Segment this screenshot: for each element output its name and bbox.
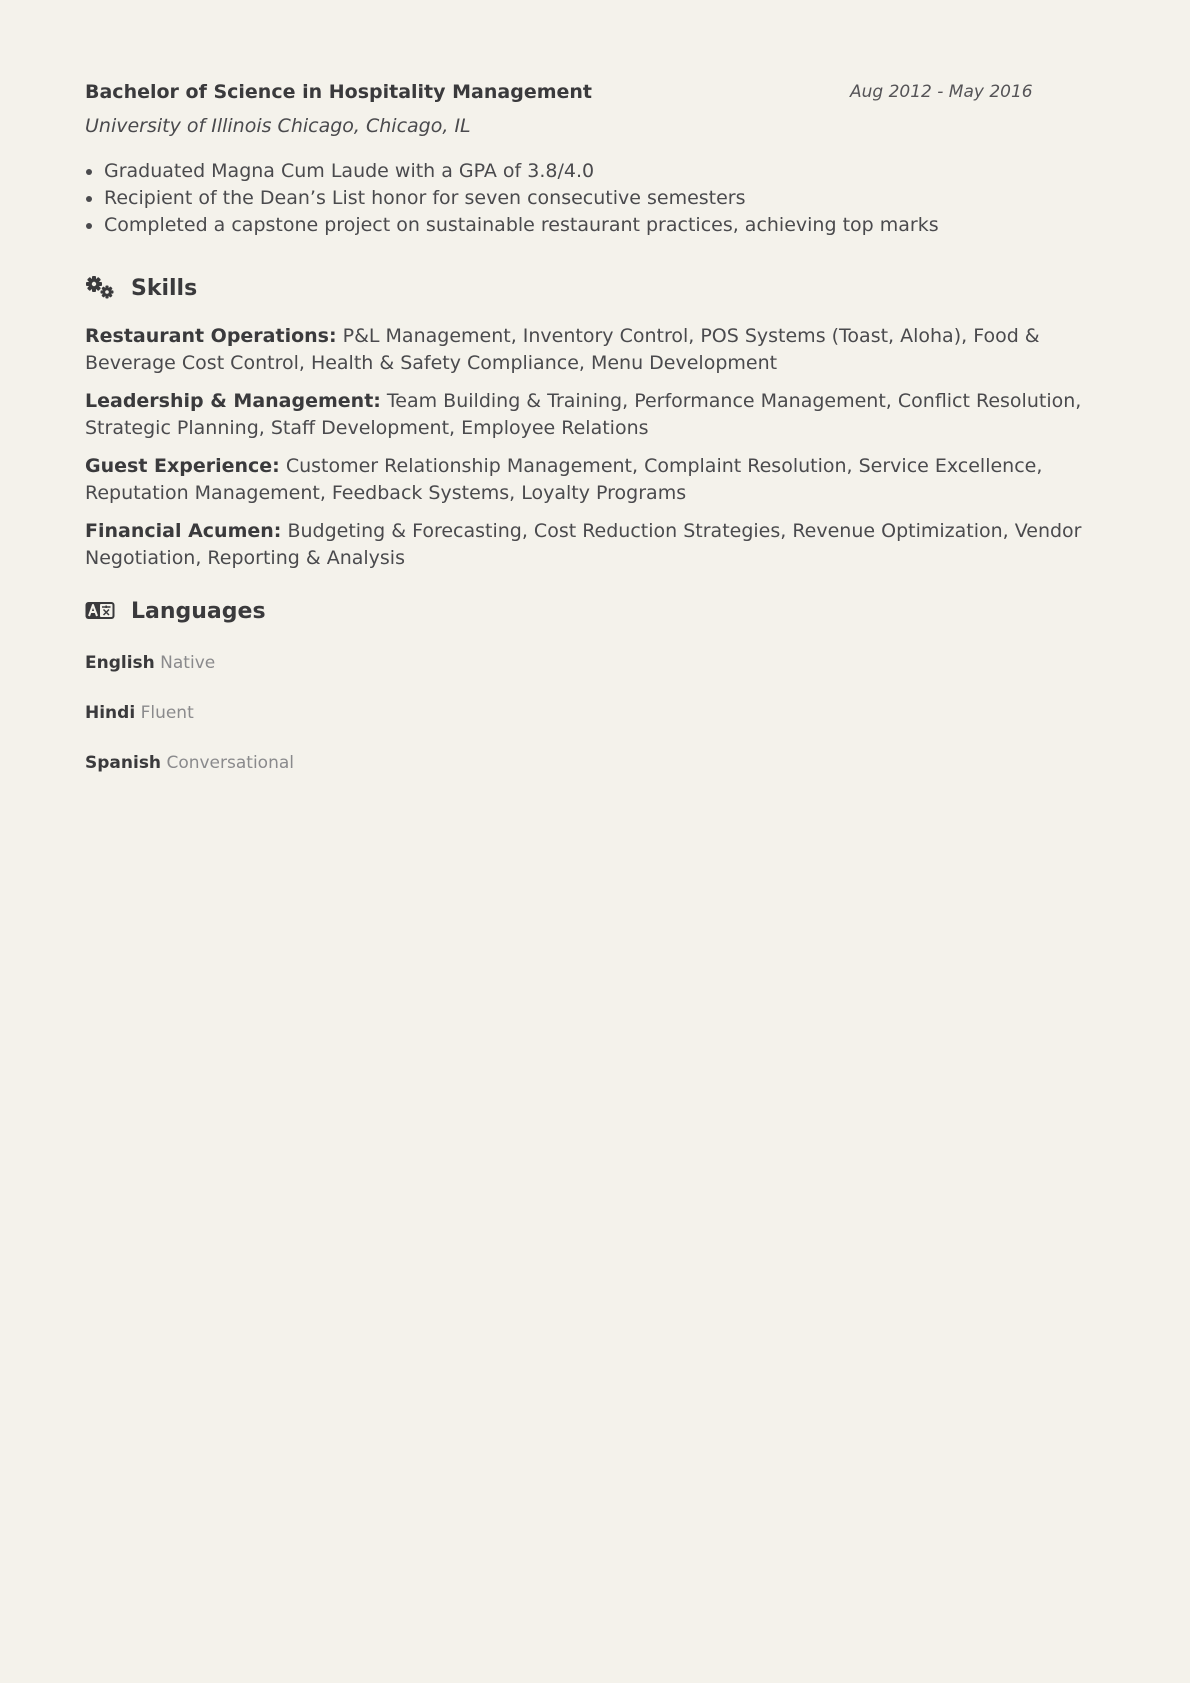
language-level: Conversational <box>166 753 294 773</box>
languages-header <box>85 596 1105 626</box>
degree-title: Bachelor of Science in Hospitality Management <box>85 81 592 103</box>
skill-item <box>85 518 1105 572</box>
languages-list <box>85 650 1105 776</box>
language-item <box>85 750 1105 776</box>
skill-category: Financial Acumen: <box>85 520 282 542</box>
education-header <box>85 78 1105 106</box>
language-icon <box>85 598 115 624</box>
education-entry <box>85 78 1105 239</box>
skill-item <box>85 323 1105 377</box>
language-item <box>85 700 1105 726</box>
list-item: • Graduated Magna Cum Laude with a GPA of 3.8/4.0 <box>104 158 1105 185</box>
education-highlights <box>85 158 1105 239</box>
language-level: Native <box>160 653 216 673</box>
language-item <box>85 650 1105 676</box>
language-level: Fluent <box>140 703 194 723</box>
language-name: English <box>85 653 155 673</box>
school-name: University of Illinois Chicago, Chicago, IL <box>85 115 471 137</box>
skill-category: Guest Experience: <box>85 455 280 477</box>
section-title: Skills <box>131 275 198 301</box>
resume-page <box>85 78 1105 800</box>
list-item: • Completed a capstone project on sustainable restaurant practices, achieving top marks <box>104 212 1105 239</box>
list-item: • Recipient of the Dean’s List honor for seven consecutive semesters <box>104 185 1105 212</box>
skill-text: P&L Management, Inventory Control, POS Systems (Toast, Aloha), Food & Beverage Cost Control, Health & Safety Compliance, Menu Development <box>85 325 1040 374</box>
skill-text: Budgeting & Forecasting, Cost Reduction Strategies, Revenue Optimization, Vendor Negotiation, Reporting & Analysis <box>85 520 1082 569</box>
skill-category: Leadership & Management: <box>85 390 381 412</box>
skill-item <box>85 453 1105 507</box>
languages-section <box>85 596 1105 776</box>
language-name: Spanish <box>85 753 162 773</box>
skill-item <box>85 388 1105 442</box>
skills-section <box>85 273 1105 572</box>
skill-category: Restaurant Operations: <box>85 325 337 347</box>
section-title: Languages <box>131 598 266 624</box>
skill-text: Customer Relationship Management, Complaint Resolution, Service Excellence, Reputation Management, Feedback Systems, Loyalty Programs <box>85 455 1043 504</box>
language-name: Hindi <box>85 703 136 723</box>
education-dates: Aug 2012 - May 2016 <box>850 82 1033 102</box>
gears-icon <box>85 275 115 301</box>
skill-text: Team Building & Training, Performance Management, Conflict Resolution, Strategic Planning, Staff Development, Employee Relations <box>85 390 1082 439</box>
skills-list <box>85 323 1105 572</box>
skills-header <box>85 273 1105 303</box>
